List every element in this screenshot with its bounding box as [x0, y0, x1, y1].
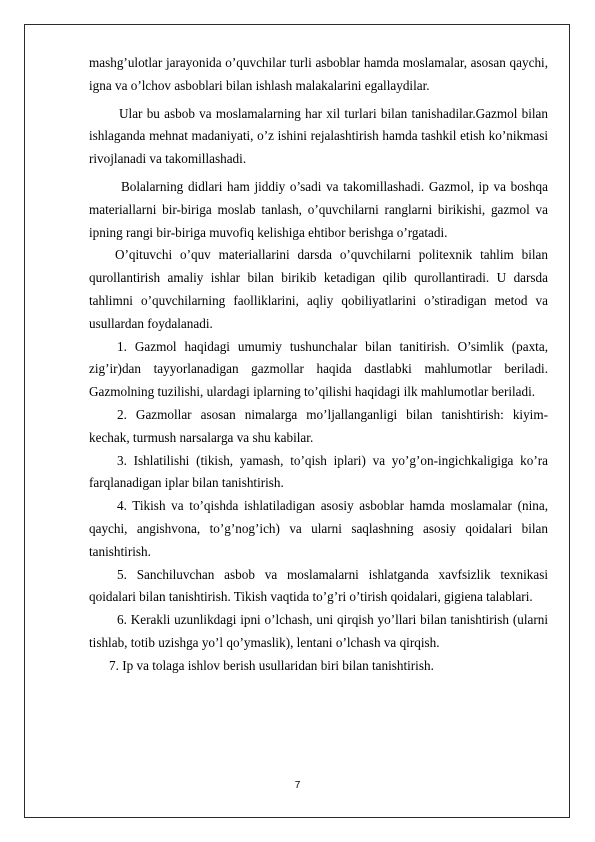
list-item-4: 4. Tikish va to’qishda ishlatiladigan asosiy asboblar hamda moslamalar (nina, qaychi, angishvona, to’g’nog’ich) va ularni saqlashning asosiy qoidalari bilan tanishtirish.: [89, 498, 548, 559]
list-item-3: 3. Ishlatilishi (tikish, yamash, to’qish iplari) va yo’g’on-ingichkaligiga ko’ra farqlanadigan iplar bilan tanishtirish.: [89, 452, 548, 491]
paragraph-3: Bolalarning didlari ham jiddiy o’sadi va takomillashadi. Gazmol, ip va boshqa materiallarni bir-biriga moslab tanlash, o’quvchilarni ranglarni birikishi, gazmol va ipning rangi bir-biriga muvofiq kelishiga ehtibor berishga o’rgatadi.: [89, 178, 548, 240]
list-item-2: 2. Gazmollar asosan nimalarga mo’ljallanganligi bilan tanishtirish: kiyim-kechak, turmush narsalarga va shu kabilar.: [89, 406, 548, 445]
list-item-5: 5. Sanchiluvchan asbob va moslamalarni ishlatganda xavfsizlik texnikasi qoidalari bilan tanishtirish. Tikish vaqtida to’g’ri o’tirish qoidalari, gigiena talablari.: [89, 566, 548, 605]
paragraph-4: O’qituvchi o’quv materiallarini darsda o’quvchilarni politexnik tahlim bilan qurollantirish amaliy ishlar bilan birikib ketadigan qilib qurollantiradi. U darsda tahlimni o’quvchilarning faolliklarini, aqliy qobiliyatlarini o’stiradigan metod va usullardan foydalanadi.: [89, 247, 548, 331]
paragraph-2: Ular bu asbob va moslamalarning har xil turlari bilan tanishadilar.Gazmol bilan ishlaganda mehnat madaniyati, o’z ishini rejalashtirish hamda tashkil etish ko’nikmasi rivojlanadi va takomillashadi.: [89, 105, 548, 167]
list-item-6: 6. Kerakli uzunlikdagi ipni o’lchash, uni qirqish yo’llari bilan tanishtirish (ularni tishlab, totib uzishga yo’l qo’ymaslik), lentani o’lchash va qirqish.: [89, 612, 548, 650]
document-body: [89, 52, 548, 678]
paragraph-1: mashg’ulotlar jarayonida o’quvchilar turli asboblar hamda moslamalar, asosan qaychi, igna va o’lchov asboblari bilan ishlash malakalarini egallaydilar.: [89, 55, 548, 93]
page-number: 7: [294, 780, 301, 791]
list-item-1: 1. Gazmol haqidagi umumiy tushunchalar bilan tanitirish. O’simlik (paxta, zig’ir)dan tayyorlanadigan gazmollar haqida dastlabki mahlumotlar beriladi. Gazmolning tuzilishi, ulardagi iplarning to’qilishi haqidagi ilk mahlumotlar beriladi.: [89, 338, 548, 400]
list-item-7: 7. Ip va tolaga ishlov berish usullaridan biri bilan tanishtirish.: [109, 657, 434, 673]
